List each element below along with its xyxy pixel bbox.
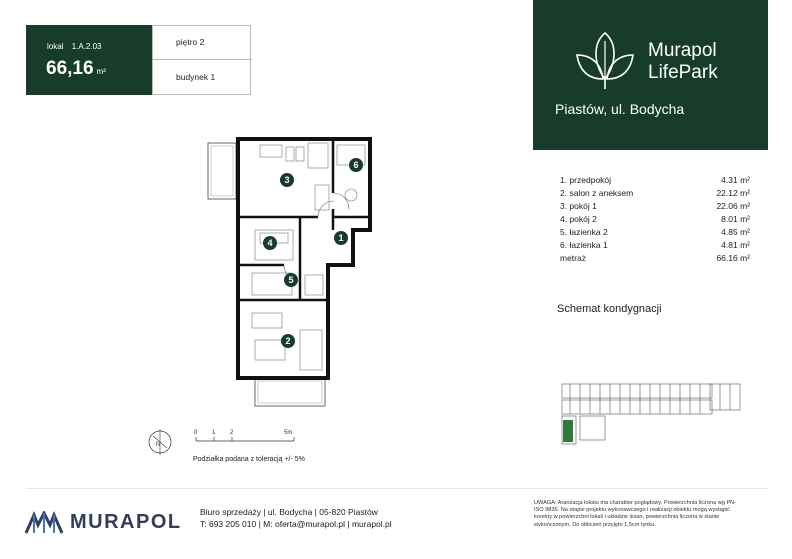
room-label: 3. pokój 1 (560, 201, 597, 211)
brand-location: Piastów, ul. Bodycha (555, 101, 685, 117)
brand-panel (533, 0, 768, 150)
total-area-value: 66.16 m² (716, 253, 750, 263)
scale-tick: 1 (212, 430, 216, 436)
unit-area-unit: m² (96, 67, 106, 76)
compass-icon (149, 429, 171, 455)
balcony-top (208, 143, 236, 199)
room-area: 4.31 m² (721, 175, 750, 185)
leaf-logo-icon (573, 29, 637, 93)
disclaimer-note: UWAGA: Aranżacja lokalu ma charakter poglądowy. Powierzchnia liczona wg PN-ISO 9836. Na etapie projektu wykonawczego i realizacji obiektu mogą wystąpić korekty w powierzchni lokali i układzie ścian, powierzchnia liczona w stanie wykończonym. Do obliczeń przyjęto 1,5cm tynku. (534, 500, 737, 528)
murapol-logo-icon (24, 511, 64, 535)
room-area: 22.12 m² (716, 188, 750, 198)
unit-id-line (47, 42, 102, 51)
brand-name (648, 40, 718, 84)
compass-label: N (156, 442, 161, 448)
room-badge-1 (334, 231, 348, 245)
room-label: 5. łazienka 2 (560, 227, 608, 237)
room-row (560, 213, 750, 226)
scale-tick: 0 (194, 430, 198, 436)
footer-divider (26, 488, 768, 489)
room-row (560, 239, 750, 252)
balcony-bottom (255, 378, 325, 406)
brand-name-line1: Murapol (648, 40, 717, 61)
room-badge-6 (349, 158, 363, 172)
total-area-row (560, 252, 750, 265)
room-label: 4. pokój 2 (560, 214, 597, 224)
brand-name-line2: LifePark (648, 62, 718, 83)
scale-tick: 2 (230, 430, 234, 436)
room-label: 2. salon z aneksem (560, 188, 634, 198)
unit-info-box (26, 25, 251, 95)
room-badge-label: 1 (338, 233, 344, 243)
unit-label: lokal (47, 42, 64, 51)
room-label: 6. łazienka 1 (560, 240, 608, 250)
unit-id: 1.A.2.03 (71, 42, 102, 51)
room-list (560, 174, 750, 265)
room-area: 4.85 m² (721, 227, 750, 237)
unit-area-value: 66,16 (46, 58, 94, 79)
room-badge-4 (263, 236, 277, 250)
unit-area (46, 58, 106, 80)
scale-note: Podziałka podana z toleracją +/- 5% (193, 456, 305, 463)
building-cell: budynek 1 (152, 60, 252, 95)
unit-highlight (563, 420, 573, 442)
floor-schema-title: Schemat kondygnacji (557, 303, 662, 315)
unit-location-panel (152, 25, 252, 95)
room-row (560, 200, 750, 213)
room-badge-label: 4 (267, 238, 273, 248)
furniture (252, 143, 365, 370)
unit-area-panel (26, 25, 152, 95)
floor-schema-diagram (560, 382, 745, 447)
room-badge-3 (280, 173, 294, 187)
room-area: 22.06 m² (716, 201, 750, 211)
scale-tick: 5m (284, 430, 293, 436)
outer-walls (238, 139, 370, 378)
room-badge-5 (284, 273, 298, 287)
sales-address: Biuro sprzedaży | ul. Bodycha | 05-820 Piastów (200, 507, 378, 517)
sales-contact (200, 506, 392, 530)
room-badge-2 (281, 334, 295, 348)
room-badge-label: 5 (288, 275, 294, 285)
room-row (560, 187, 750, 200)
murapol-wordmark: MURAPOL (70, 511, 182, 533)
room-badge-label: 6 (353, 160, 359, 170)
floor-plan (200, 135, 380, 410)
room-area: 4.81 m² (721, 240, 750, 250)
scale-ruler (196, 437, 294, 441)
room-badge-label: 2 (285, 336, 291, 346)
room-area: 8.01 m² (721, 214, 750, 224)
room-label: 1. przedpokój (560, 175, 612, 185)
room-row (560, 174, 750, 187)
floor-cell: piętro 2 (152, 25, 252, 60)
room-row (560, 226, 750, 239)
total-area-label: metraż (560, 253, 586, 263)
sales-phone-email: T: 693 205 010 | M: oferta@murapol.pl | murapol.pl (200, 519, 392, 529)
scale-bar (144, 424, 304, 458)
room-badge-label: 3 (284, 175, 290, 185)
